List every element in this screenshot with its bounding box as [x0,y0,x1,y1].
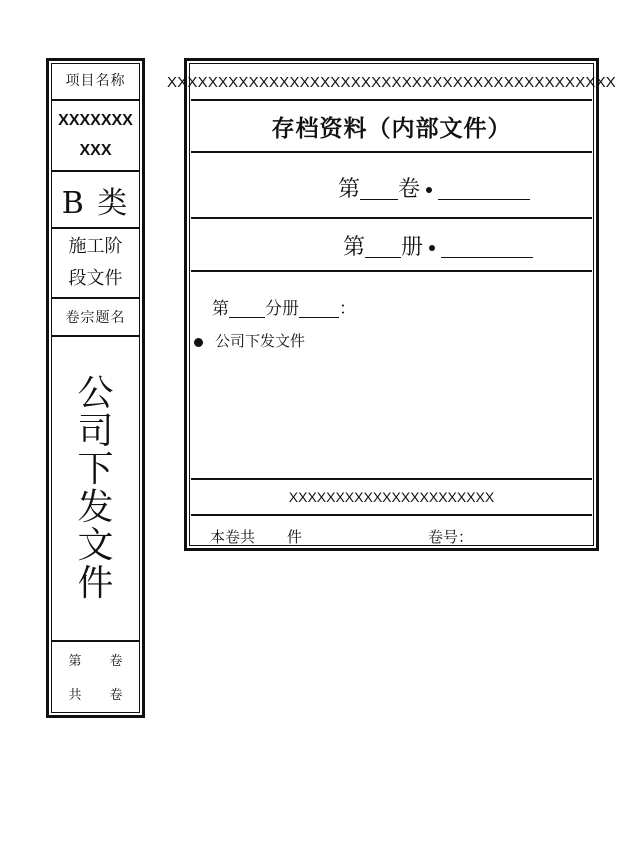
title-char: 文 [77,524,114,566]
volume-line-text [338,172,530,203]
volume-title-label: 卷宗题名 [52,299,139,337]
volume-total-row [69,679,123,713]
cover-footer [191,516,592,544]
footer-total-prefix: 本卷共 [210,528,256,546]
title-char: 发 [77,486,114,528]
volume-prefix: 第 [338,177,361,202]
volume-line [191,153,592,219]
book-line-text [343,230,533,261]
project-name-label: 项目名称 [52,61,139,101]
archive-spine [46,58,145,718]
title-char: 司 [77,410,114,452]
stage-line-2: 段文件 [68,268,123,289]
footer-number-label: 卷号： [428,528,474,546]
volume-number-prefix: 第 [68,653,82,669]
cover-title: 存档资料（内部文件） [191,101,592,153]
volume-number-blank[interactable] [360,177,398,200]
sub-volume-colon: ： [339,299,356,319]
bullet-dot-icon [426,187,432,193]
book-name-blank[interactable] [441,235,533,258]
contents-item-text: 公司下发文件 [215,332,306,350]
footer-total-blank[interactable] [255,530,287,546]
stage-label [52,229,139,299]
bullet-dot-icon [429,245,435,251]
book-line [191,219,592,272]
cover-code-bottom: XXXXXXXXXXXXXXXXXXXXXX [191,480,592,516]
volume-mid: 卷 [398,177,421,202]
volume-total-suffix: 卷 [109,687,123,703]
footer-number-blank[interactable] [473,530,569,546]
footer-total [210,526,302,547]
volume-count-block [52,642,139,715]
cover-code-top: XXXXXXXXXXXXXXXXXXXXXXXXXXXXXXXXXXXXXXXXXXXX [191,65,592,101]
book-mid: 册 [401,235,424,260]
book-prefix: 第 [343,235,366,260]
sub-volume-line [212,294,356,319]
volume-title-vertical [52,337,139,642]
sub-volume-mid: 分册 [265,299,299,319]
sub-volume-prefix: 第 [212,299,229,319]
project-name-line-2: XXX [79,141,112,159]
title-char: 公 [77,372,114,414]
project-name-value [52,101,139,172]
volume-total-prefix: 共 [68,687,82,703]
footer-number [428,526,569,547]
volume-name-blank[interactable] [438,177,530,200]
contents-area [191,272,592,480]
stage-line-1: 施工阶 [68,236,123,257]
sub-volume-number-blank[interactable] [229,300,265,318]
archive-cover [167,58,617,551]
book-number-blank[interactable] [365,235,401,258]
title-char: 件 [77,562,114,604]
sub-volume-name-blank[interactable] [299,300,339,318]
category-label: B 类 [52,172,139,229]
volume-number-suffix: 卷 [109,653,123,669]
footer-total-suffix: 件 [287,528,303,546]
volume-number-row [69,645,123,679]
bullet-icon [194,338,203,347]
title-char: 下 [77,448,114,490]
contents-list-item [194,330,305,351]
project-name-line-1: XXXXXXX [58,111,133,129]
